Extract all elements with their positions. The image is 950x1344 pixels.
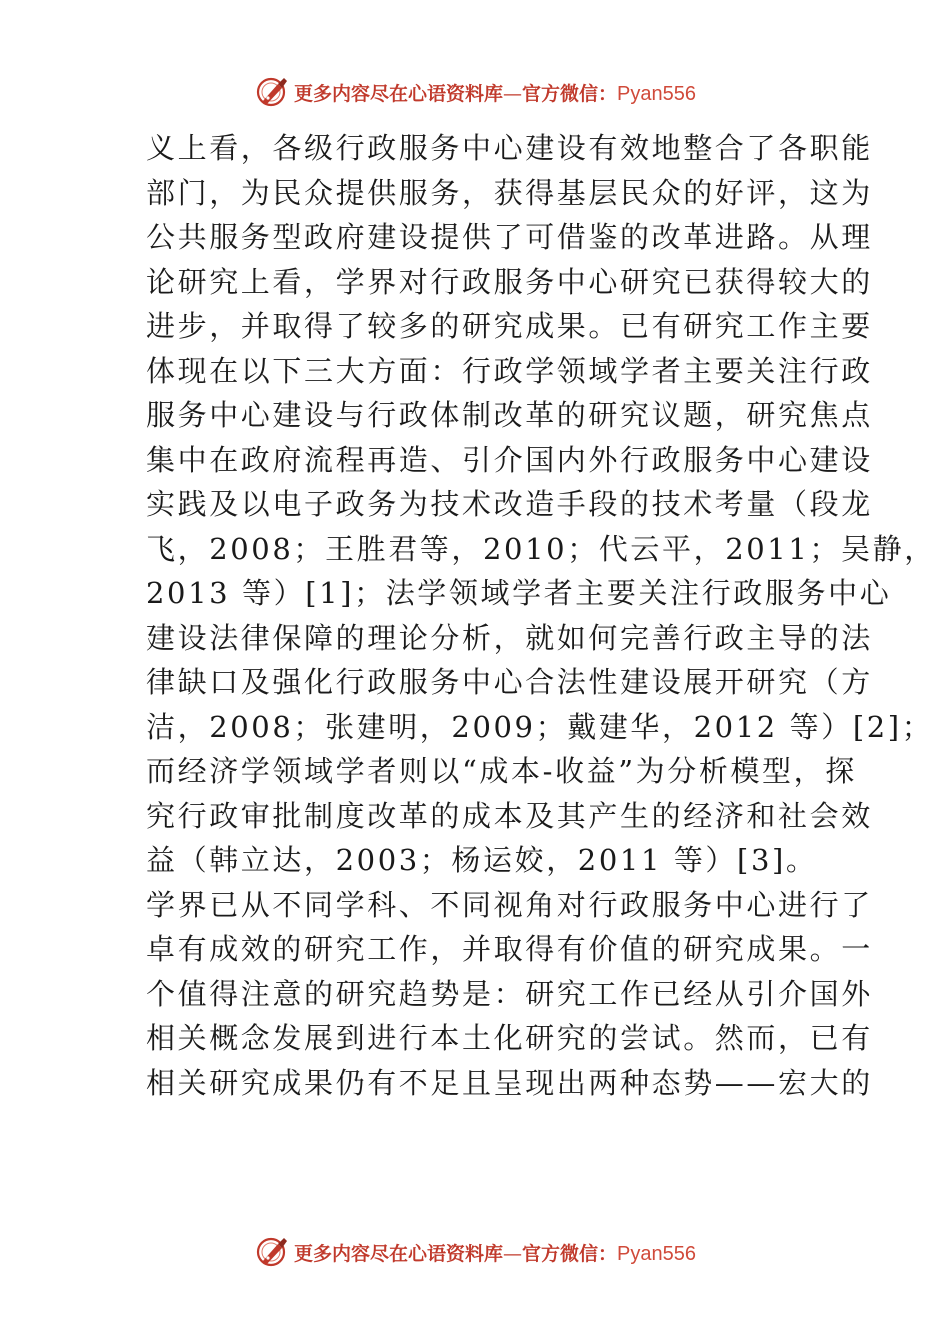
body-line: 实践及以电子政务为技术改造手段的技术考量（段龙 (146, 487, 873, 521)
banner-separator: — (503, 82, 523, 105)
body-line: 律缺口及强化行政服务中心合法性建设展开研究（方 (146, 665, 873, 699)
body-line: 义上看，各级行政服务中心建设有效地整合了各职能 (146, 131, 873, 165)
banner-wechat-label: 官方微信： (522, 82, 618, 105)
banner-separator: — (503, 1242, 523, 1265)
document-body (146, 126, 936, 1105)
body-line: 益（韩立达，2003；杨运姣，2011 等）[3]。 (146, 843, 818, 877)
body-line: 体现在以下三大方面：行政学领域学者主要关注行政 (146, 353, 873, 388)
pen-nib-logo-icon (254, 1234, 290, 1270)
body-line: 洁，2008；张建明，2009；戴建华，2012 等）[2]； (146, 709, 934, 744)
body-line: 学界已从不同学科、不同视角对行政服务中心进行了 (146, 887, 873, 922)
footer-banner (0, 1232, 950, 1272)
body-line: 论研究上看，学界对行政服务中心研究已获得较大的 (146, 264, 873, 299)
body-line: 相关研究成果仍有不足且呈现出两种态势——宏大的 (146, 1065, 873, 1100)
body-line: 而经济学领域学者则以“成本-收益”为分析模型，探 (146, 754, 857, 788)
body-line: 2013 等）[1]；法学领域学者主要关注行政服务中心 (146, 576, 892, 610)
body-line: 相关概念发展到进行本土化研究的尝试。然而，已有 (146, 1021, 873, 1055)
banner-wechat-id: Pyan556 (617, 1242, 696, 1265)
body-line: 进步，并取得了较多的研究成果。已有研究工作主要 (146, 309, 873, 343)
body-line: 公共服务型政府建设提供了可借鉴的改革进路。从理 (146, 220, 873, 254)
header-banner-text (294, 79, 696, 106)
banner-wechat-id: Pyan556 (617, 82, 696, 105)
footer-banner-text (294, 1239, 696, 1266)
header-banner (0, 72, 950, 112)
body-line: 部门，为民众提供服务，获得基层民众的好评，这为 (146, 175, 873, 210)
body-line: 服务中心建设与行政体制改革的研究议题，研究焦点 (146, 398, 873, 432)
header-banner-inner (254, 74, 696, 110)
footer-banner-inner (254, 1234, 696, 1270)
body-line: 集中在政府流程再造、引介国内外行政服务中心建设 (146, 442, 873, 477)
pen-nib-logo-icon (254, 74, 290, 110)
body-line: 飞，2008；王胜君等，2010；代云平，2011；吴静， (146, 531, 936, 566)
banner-wechat-label: 官方微信： (522, 1242, 618, 1265)
body-line: 个值得注意的研究趋势是：研究工作已经从引介国外 (146, 976, 873, 1011)
body-line: 究行政审批制度改革的成本及其产生的经济和社会效 (146, 798, 873, 833)
banner-main-text: 更多内容尽在心语资料库 (294, 1242, 504, 1265)
body-line: 建设法律保障的理论分析，就如何完善行政主导的法 (146, 620, 873, 655)
body-line: 卓有成效的研究工作，并取得有价值的研究成果。一 (146, 932, 873, 966)
banner-main-text: 更多内容尽在心语资料库 (294, 82, 504, 105)
